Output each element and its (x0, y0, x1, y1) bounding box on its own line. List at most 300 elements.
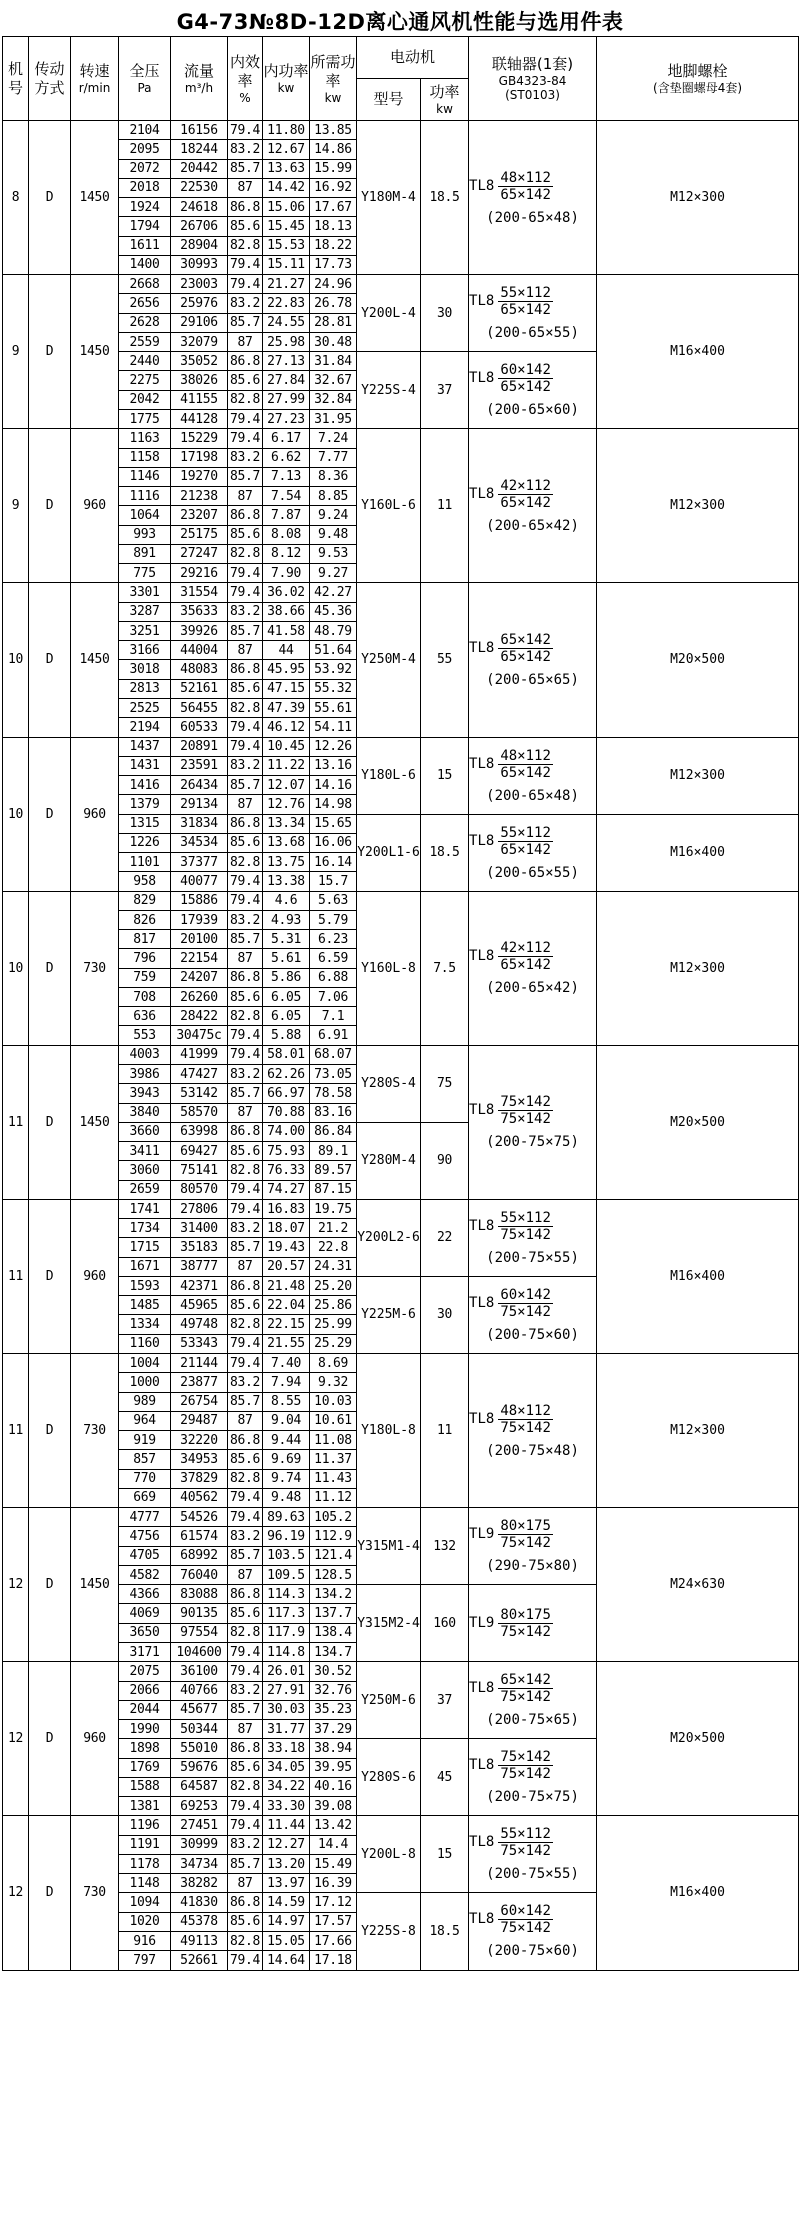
coupling-bore: (200-65×42) (486, 517, 579, 534)
coupling-model: TL8 (469, 1680, 495, 1697)
inner-power-cell: 14.64 (263, 1951, 310, 1970)
speed-cell: 960 (71, 1199, 119, 1353)
inner-power-cell: 8.12 (263, 544, 310, 563)
required-power-cell: 105.2 (310, 1508, 357, 1527)
efficiency-cell: 85.6 (228, 1296, 263, 1315)
pressure-cell: 2559 (119, 332, 171, 351)
required-power-cell: 38.94 (310, 1739, 357, 1758)
flow-cell: 49748 (171, 1315, 228, 1334)
flow-cell: 26706 (171, 217, 228, 236)
pressure-cell: 1101 (119, 853, 171, 872)
coupling-cell (469, 1508, 597, 1585)
coupling-cell (469, 352, 597, 429)
pressure-cell: 4003 (119, 1045, 171, 1064)
flow-cell: 45677 (171, 1700, 228, 1719)
inner-power-cell: 12.07 (263, 776, 310, 795)
efficiency-cell: 86.8 (228, 198, 263, 217)
required-power-cell: 17.57 (310, 1912, 357, 1931)
inner-power-cell: 13.97 (263, 1874, 310, 1893)
required-power-cell: 32.76 (310, 1681, 357, 1700)
required-power-cell: 7.06 (310, 987, 357, 1006)
required-power-cell: 15.99 (310, 159, 357, 178)
pressure-cell: 2075 (119, 1662, 171, 1681)
inner-power-cell: 15.05 (263, 1931, 310, 1950)
flow-cell: 31554 (171, 583, 228, 602)
required-power-cell: 13.16 (310, 756, 357, 775)
flow-cell: 49113 (171, 1931, 228, 1950)
machine-no-cell: 11 (3, 1354, 29, 1508)
efficiency-cell: 86.8 (228, 968, 263, 987)
pressure-cell: 2668 (119, 275, 171, 294)
coupling-bore: (200-65×60) (486, 402, 579, 419)
pressure-cell: 1990 (119, 1720, 171, 1739)
coupling-shaft-top: 75×142 (500, 1094, 551, 1111)
flow-cell: 22154 (171, 949, 228, 968)
required-power-cell: 18.22 (310, 236, 357, 255)
coupling-shaft-top: 60×142 (500, 362, 551, 379)
coupling-shaft-bottom: 75×142 (500, 1920, 551, 1937)
required-power-cell: 55.32 (310, 679, 357, 698)
motor-power-cell: 18.5 (421, 814, 469, 891)
efficiency-cell: 87 (228, 487, 263, 506)
flow-cell: 40562 (171, 1488, 228, 1507)
header-motor: 电动机 (357, 37, 469, 79)
header-pressure-label: 全压 (129, 62, 160, 80)
inner-power-cell: 27.84 (263, 371, 310, 390)
speed-cell: 1450 (71, 583, 119, 737)
coupling-shaft-bottom: 65×142 (500, 186, 551, 203)
header-required-power-label: 所需功率 (310, 52, 356, 90)
required-power-cell: 25.86 (310, 1296, 357, 1315)
bolt-cell: M24×630 (597, 1508, 799, 1662)
inner-power-cell: 12.27 (263, 1835, 310, 1854)
machine-no-cell: 10 (3, 583, 29, 737)
flow-cell: 44128 (171, 409, 228, 428)
required-power-cell: 48.79 (310, 621, 357, 640)
required-power-cell: 45.36 (310, 602, 357, 621)
motor-power-cell: 11 (421, 429, 469, 583)
header-motor-model: 型号 (357, 79, 421, 121)
coupling-model: TL8 (469, 177, 495, 194)
coupling-fraction (498, 1826, 553, 1859)
flow-cell: 40766 (171, 1681, 228, 1700)
flow-cell: 58570 (171, 1103, 228, 1122)
pressure-cell: 891 (119, 544, 171, 563)
pressure-cell: 1020 (119, 1912, 171, 1931)
pressure-cell: 3060 (119, 1161, 171, 1180)
pressure-cell: 1588 (119, 1777, 171, 1796)
pressure-cell: 1116 (119, 487, 171, 506)
flow-cell: 22530 (171, 178, 228, 197)
inner-power-cell: 45.95 (263, 660, 310, 679)
header-speed-label: 转速 (79, 62, 110, 80)
coupling-bore: (200-75×65) (486, 1712, 579, 1729)
table-row (3, 1045, 799, 1064)
required-power-cell: 6.23 (310, 930, 357, 949)
efficiency-cell: 83.2 (228, 910, 263, 929)
flow-cell: 28422 (171, 1007, 228, 1026)
flow-cell: 38026 (171, 371, 228, 390)
required-power-cell: 39.95 (310, 1758, 357, 1777)
flow-cell: 53142 (171, 1084, 228, 1103)
required-power-cell: 9.32 (310, 1373, 357, 1392)
inner-power-cell: 4.6 (263, 891, 310, 910)
pressure-cell: 1146 (119, 467, 171, 486)
motor-model-cell: Y315M2-4 (357, 1585, 421, 1662)
efficiency-cell: 83.2 (228, 602, 263, 621)
inner-power-cell: 16.83 (263, 1199, 310, 1218)
drive-cell: D (29, 1045, 71, 1199)
efficiency-cell: 79.4 (228, 1662, 263, 1681)
efficiency-cell: 79.4 (228, 121, 263, 140)
flow-cell: 35183 (171, 1238, 228, 1257)
motor-model-cell: Y200L-4 (357, 275, 421, 352)
required-power-cell: 14.98 (310, 795, 357, 814)
coupling-fraction (498, 825, 553, 858)
bolt-cell: M16×400 (597, 275, 799, 429)
inner-power-cell: 5.31 (263, 930, 310, 949)
inner-power-cell: 76.33 (263, 1161, 310, 1180)
efficiency-cell: 85.6 (228, 1142, 263, 1161)
flow-cell: 23207 (171, 506, 228, 525)
required-power-cell: 32.67 (310, 371, 357, 390)
coupling-fraction (498, 748, 553, 781)
pressure-cell: 989 (119, 1392, 171, 1411)
inner-power-cell: 5.61 (263, 949, 310, 968)
coupling-shaft-top: 60×142 (500, 1903, 551, 1920)
inner-power-cell: 8.08 (263, 525, 310, 544)
flow-cell: 52161 (171, 679, 228, 698)
required-power-cell: 112.9 (310, 1527, 357, 1546)
required-power-cell: 13.42 (310, 1816, 357, 1835)
efficiency-cell: 87 (228, 332, 263, 351)
inner-power-cell: 34.05 (263, 1758, 310, 1777)
efficiency-cell: 87 (228, 1720, 263, 1739)
bolt-cell: M20×500 (597, 583, 799, 737)
pressure-cell: 1485 (119, 1296, 171, 1315)
inner-power-cell: 74.00 (263, 1122, 310, 1141)
header-motor-power (421, 79, 469, 121)
flow-cell: 50344 (171, 1720, 228, 1739)
table-row (3, 1816, 799, 1835)
inner-power-cell: 22.83 (263, 294, 310, 313)
efficiency-cell: 87 (228, 1565, 263, 1584)
inner-power-cell: 6.62 (263, 448, 310, 467)
header-flow-label: 流量 (183, 62, 214, 80)
drive-cell: D (29, 429, 71, 583)
table-row (3, 1508, 799, 1527)
motor-power-cell: 11 (421, 1354, 469, 1508)
inner-power-cell: 6.05 (263, 1007, 310, 1026)
inner-power-cell: 75.93 (263, 1142, 310, 1161)
machine-no-cell: 11 (3, 1045, 29, 1199)
efficiency-cell: 79.4 (228, 872, 263, 891)
header-machine-no: 机号 (3, 37, 29, 121)
flow-cell: 35633 (171, 602, 228, 621)
inner-power-cell: 15.53 (263, 236, 310, 255)
motor-model-cell: Y160L-8 (357, 891, 421, 1045)
inner-power-cell: 9.69 (263, 1450, 310, 1469)
flow-cell: 24618 (171, 198, 228, 217)
drive-cell: D (29, 1354, 71, 1508)
coupling-fraction (498, 940, 553, 973)
table-row (3, 429, 799, 448)
pressure-cell: 1769 (119, 1758, 171, 1777)
coupling-shaft-bottom: 65×142 (500, 302, 551, 319)
header-flow-unit: m³/h (184, 81, 214, 95)
flow-cell: 25175 (171, 525, 228, 544)
required-power-cell: 9.53 (310, 544, 357, 563)
flow-cell: 28904 (171, 236, 228, 255)
inner-power-cell: 13.38 (263, 872, 310, 891)
flow-cell: 68992 (171, 1546, 228, 1565)
motor-power-cell: 132 (421, 1508, 469, 1585)
flow-cell: 61574 (171, 1527, 228, 1546)
required-power-cell: 10.03 (310, 1392, 357, 1411)
efficiency-cell: 85.7 (228, 1084, 263, 1103)
coupling-spec (469, 1749, 596, 1782)
header-speed-unit: r/min (78, 81, 111, 95)
efficiency-cell: 79.4 (228, 1642, 263, 1661)
required-power-cell: 17.73 (310, 255, 357, 274)
inner-power-cell: 117.9 (263, 1623, 310, 1642)
inner-power-cell: 46.12 (263, 718, 310, 737)
coupling-model: TL8 (469, 1911, 495, 1928)
table-row (3, 121, 799, 140)
coupling-shaft-bottom: 75×142 (500, 1689, 551, 1706)
speed-cell: 1450 (71, 121, 119, 275)
motor-power-cell: 15 (421, 737, 469, 814)
required-power-cell: 11.43 (310, 1469, 357, 1488)
efficiency-cell: 83.2 (228, 294, 263, 313)
efficiency-cell: 79.4 (228, 1199, 263, 1218)
efficiency-cell: 87 (228, 949, 263, 968)
coupling-fraction (498, 1903, 553, 1936)
drive-cell: D (29, 121, 71, 275)
required-power-cell: 10.61 (310, 1411, 357, 1430)
coupling-model: TL8 (469, 1757, 495, 1774)
pressure-cell: 3166 (119, 641, 171, 660)
flow-cell: 37377 (171, 853, 228, 872)
header-coupling (469, 37, 597, 121)
header-inner-power-unit: kw (277, 81, 295, 95)
required-power-cell: 51.64 (310, 641, 357, 660)
inner-power-cell: 22.15 (263, 1315, 310, 1334)
pressure-cell: 1734 (119, 1219, 171, 1238)
header-inner-power-label: 内功率 (263, 62, 309, 80)
header-speed (71, 37, 119, 121)
table-row (3, 814, 799, 833)
coupling-shaft-top: 75×142 (500, 1749, 551, 1766)
machine-no-cell: 10 (3, 891, 29, 1045)
efficiency-cell: 79.4 (228, 1488, 263, 1507)
flow-cell: 17939 (171, 910, 228, 929)
coupling-model: TL8 (469, 1102, 495, 1119)
coupling-shaft-top: 55×112 (500, 824, 551, 841)
motor-power-cell: 18.5 (421, 1893, 469, 1970)
efficiency-cell: 82.8 (228, 853, 263, 872)
inner-power-cell: 30.03 (263, 1700, 310, 1719)
inner-power-cell: 9.48 (263, 1488, 310, 1507)
required-power-cell: 9.27 (310, 564, 357, 583)
inner-power-cell: 6.05 (263, 987, 310, 1006)
coupling-shaft-bottom: 65×142 (500, 379, 551, 396)
efficiency-cell: 79.4 (228, 737, 263, 756)
flow-cell: 39926 (171, 621, 228, 640)
efficiency-cell: 86.8 (228, 814, 263, 833)
efficiency-cell: 82.8 (228, 1623, 263, 1642)
flow-cell: 27806 (171, 1199, 228, 1218)
efficiency-cell: 85.6 (228, 525, 263, 544)
header-coupling-label: 联轴器(1套) (491, 55, 574, 73)
efficiency-cell: 79.4 (228, 1334, 263, 1353)
bolt-cell: M12×300 (597, 737, 799, 814)
inner-power-cell: 47.15 (263, 679, 310, 698)
machine-no-cell: 11 (3, 1199, 29, 1353)
pressure-cell: 4705 (119, 1546, 171, 1565)
pressure-cell: 4366 (119, 1585, 171, 1604)
coupling-cell (469, 891, 597, 1045)
coupling-fraction (498, 1094, 553, 1127)
coupling-bore: (200-65×55) (486, 325, 579, 342)
motor-power-cell: 37 (421, 352, 469, 429)
efficiency-cell: 79.4 (228, 583, 263, 602)
efficiency-cell: 87 (228, 178, 263, 197)
header-motor-power-label: 功率 (429, 83, 460, 101)
inner-power-cell: 33.18 (263, 1739, 310, 1758)
efficiency-cell: 79.4 (228, 429, 263, 448)
inner-power-cell: 27.99 (263, 390, 310, 409)
inner-power-cell: 14.97 (263, 1912, 310, 1931)
pressure-cell: 4582 (119, 1565, 171, 1584)
flow-cell: 52661 (171, 1951, 228, 1970)
inner-power-cell: 15.06 (263, 198, 310, 217)
motor-power-cell: 30 (421, 1276, 469, 1353)
flow-cell: 75141 (171, 1161, 228, 1180)
coupling-shaft-bottom: 65×142 (500, 957, 551, 974)
flow-cell: 41999 (171, 1045, 228, 1064)
required-power-cell: 128.5 (310, 1565, 357, 1584)
flow-cell: 38282 (171, 1874, 228, 1893)
required-power-cell: 7.24 (310, 429, 357, 448)
motor-power-cell: 75 (421, 1045, 469, 1122)
pressure-cell: 1671 (119, 1257, 171, 1276)
flow-cell: 29106 (171, 313, 228, 332)
pressure-cell: 1148 (119, 1874, 171, 1893)
flow-cell: 60533 (171, 718, 228, 737)
header-coupling-std2: (ST0103) (505, 88, 560, 102)
coupling-shaft-bottom: 75×142 (500, 1766, 551, 1783)
flow-cell: 23591 (171, 756, 228, 775)
required-power-cell: 73.05 (310, 1065, 357, 1084)
efficiency-cell: 82.8 (228, 1161, 263, 1180)
flow-cell: 15229 (171, 429, 228, 448)
required-power-cell: 86.84 (310, 1122, 357, 1141)
coupling-model: TL8 (469, 1294, 495, 1311)
coupling-bore: (200-75×48) (486, 1442, 579, 1459)
coupling-model: TL8 (469, 485, 495, 502)
coupling-spec (469, 1672, 596, 1705)
inner-power-cell: 41.58 (263, 621, 310, 640)
flow-cell: 47427 (171, 1065, 228, 1084)
bolt-cell: M20×500 (597, 1045, 799, 1199)
coupling-model: TL8 (469, 1410, 495, 1427)
required-power-cell: 14.4 (310, 1835, 357, 1854)
required-power-cell: 15.65 (310, 814, 357, 833)
drive-cell: D (29, 891, 71, 1045)
pressure-cell: 1379 (119, 795, 171, 814)
motor-model-cell: Y200L-8 (357, 1816, 421, 1893)
speed-cell: 1450 (71, 275, 119, 429)
required-power-cell: 14.86 (310, 140, 357, 159)
required-power-cell: 32.84 (310, 390, 357, 409)
pressure-cell: 1416 (119, 776, 171, 795)
pressure-cell: 3018 (119, 660, 171, 679)
coupling-fraction (498, 1210, 553, 1243)
motor-power-cell: 7.5 (421, 891, 469, 1045)
flow-cell: 25976 (171, 294, 228, 313)
inner-power-cell: 20.57 (263, 1257, 310, 1276)
efficiency-cell: 86.8 (228, 1276, 263, 1295)
efficiency-cell: 82.8 (228, 698, 263, 717)
flow-cell: 34734 (171, 1854, 228, 1873)
required-power-cell: 25.29 (310, 1334, 357, 1353)
table-row (3, 891, 799, 910)
motor-power-cell: 30 (421, 275, 469, 352)
pressure-cell: 2659 (119, 1180, 171, 1199)
required-power-cell: 30.48 (310, 332, 357, 351)
pressure-cell: 4777 (119, 1508, 171, 1527)
motor-model-cell: Y180L-8 (357, 1354, 421, 1508)
pressure-cell: 2018 (119, 178, 171, 197)
efficiency-cell: 83.2 (228, 756, 263, 775)
pressure-cell: 1178 (119, 1854, 171, 1873)
flow-cell: 45378 (171, 1912, 228, 1931)
speed-cell: 1450 (71, 1045, 119, 1199)
pressure-cell: 636 (119, 1007, 171, 1026)
coupling-spec (469, 940, 596, 973)
efficiency-cell: 82.8 (228, 1777, 263, 1796)
coupling-spec (469, 1903, 596, 1936)
bolt-cell: M20×500 (597, 1662, 799, 1816)
pressure-cell: 1226 (119, 833, 171, 852)
inner-power-cell: 109.5 (263, 1565, 310, 1584)
inner-power-cell: 21.55 (263, 1334, 310, 1353)
coupling-cell (469, 1662, 597, 1739)
pressure-cell: 1163 (119, 429, 171, 448)
inner-power-cell: 15.11 (263, 255, 310, 274)
coupling-fraction (498, 1287, 553, 1320)
inner-power-cell: 19.43 (263, 1238, 310, 1257)
machine-no-cell: 8 (3, 121, 29, 275)
header-row (3, 37, 799, 79)
flow-cell: 44004 (171, 641, 228, 660)
flow-cell: 32220 (171, 1431, 228, 1450)
inner-power-cell: 4.93 (263, 910, 310, 929)
header-motor-power-unit: kw (436, 102, 453, 116)
coupling-cell (469, 429, 597, 583)
motor-model-cell: Y200L1-6 (357, 814, 421, 891)
coupling-shaft-bottom: 75×142 (500, 1111, 551, 1128)
coupling-spec (469, 478, 596, 511)
required-power-cell: 13.85 (310, 121, 357, 140)
coupling-shaft-top: 55×112 (500, 1826, 551, 1843)
inner-power-cell: 74.27 (263, 1180, 310, 1199)
inner-power-cell: 11.80 (263, 121, 310, 140)
required-power-cell: 16.14 (310, 853, 357, 872)
pressure-cell: 1004 (119, 1354, 171, 1373)
pressure-cell: 993 (119, 525, 171, 544)
